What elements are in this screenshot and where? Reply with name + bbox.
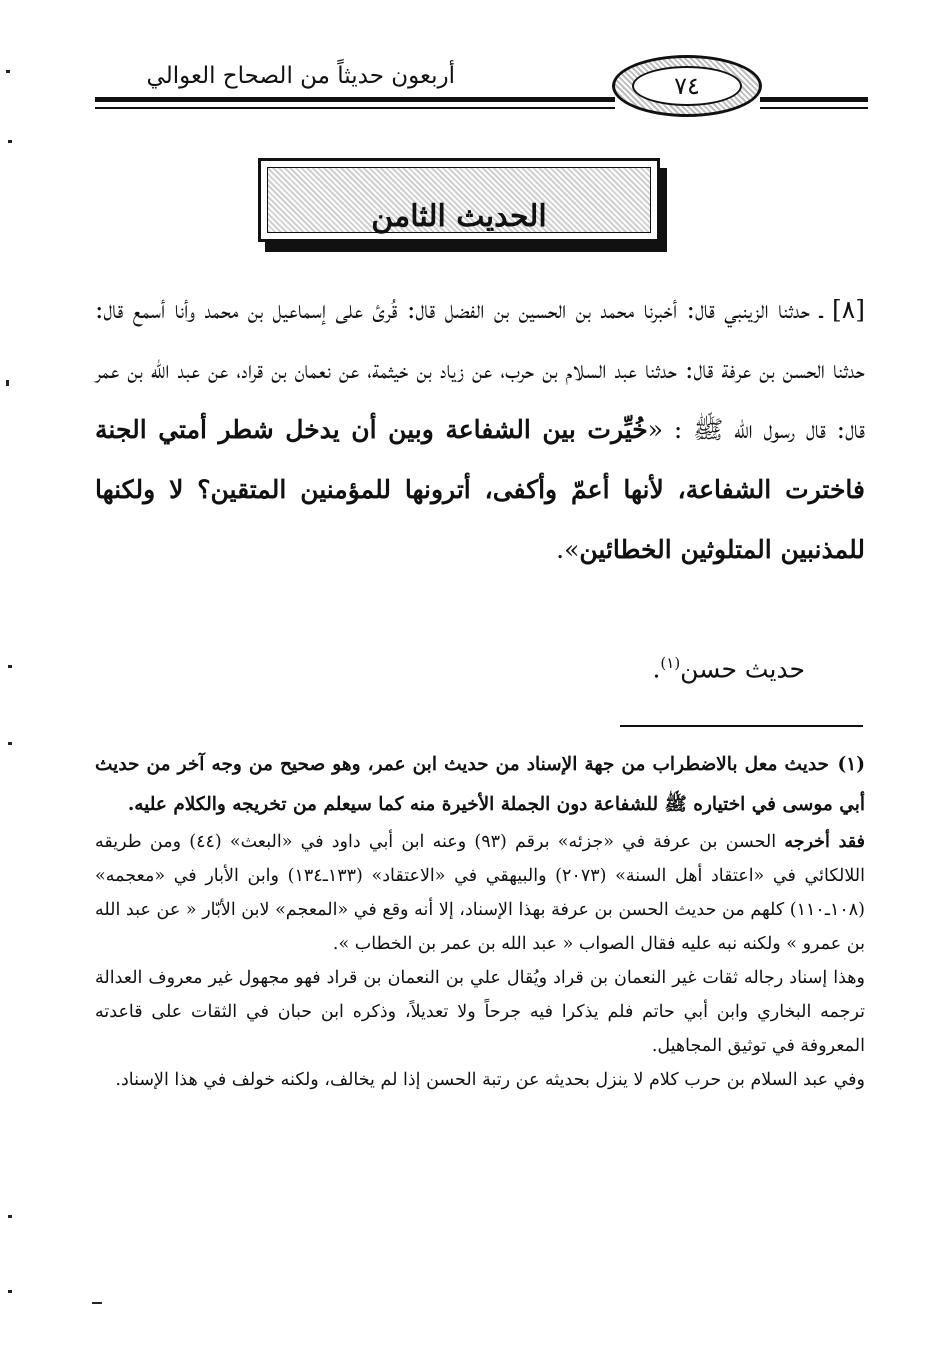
- footnotes: [95, 745, 865, 1097]
- footnote-takhrij: [95, 825, 865, 961]
- hadith-grading: [95, 638, 805, 694]
- footnote-lead-text: حديث معل بالاضطراب من جهة الإسناد من حديث ابن عمر، وهو صحيح من وجه آخر من حديث أبي موسى في اختياره ﷺ للشفاعة دون الجملة الأخيرة منه كما سيعلم من تخريجه والكلام عليه.: [95, 754, 865, 815]
- scan-mark: [8, 742, 12, 745]
- hadith-text: [95, 280, 865, 580]
- page-number: ٧٤: [632, 66, 742, 106]
- chapter-title-box: [258, 158, 660, 242]
- header-rule-thin: [95, 107, 615, 109]
- scan-mark: [8, 140, 12, 143]
- footnote-separator: [620, 725, 863, 727]
- scan-mark: [8, 1290, 12, 1293]
- running-title: أربعون حديثاً من الصحاح العوالي: [146, 63, 455, 89]
- footnote-narrator-note: وفي عبد السلام بن حرب كلام لا ينزل بحديثه عن رتبة الحسن إذا لم يخالف، ولكنه خولف في هذا الإسناد.: [115, 1070, 865, 1090]
- hadith-isnad: [٨] ـ حدثنا الزينبي قال: أخبرنا محمد بن الحسين بن الفضل قال: قُرئ على إسماعيل بن محمد وأنا أسمع قال: حدثنا الحسن بن عرفة قال: حدثنا عبد السلام بن حرب، عن زياد بن خيثمة، عن نعمان بن قراد، عن عبد الله بن عمر قال: قال رسول الله ﷺ : «: [95, 295, 865, 444]
- chapter-title: الحديث الثامن: [371, 199, 547, 234]
- scan-mark: [8, 665, 12, 668]
- header-rule-thick-right: [760, 97, 868, 102]
- scan-mark: [92, 1302, 102, 1304]
- header-rule-thin-right: [760, 107, 868, 109]
- grading-end: .: [652, 654, 661, 684]
- hadith-matn: خُيِّرت بين الشفاعة وبين أن يدخل شطر أمتي الجنة فاخترت الشفاعة، لأنها أعمّ وأكفى، أترونها للمؤمنين المتقين؟ لا ولكنها للمذنبين المتلوثين الخطائين: [95, 415, 865, 564]
- footnote-takhrij-lead: فقد أخرجه: [784, 832, 865, 852]
- scan-mark: [8, 1215, 12, 1218]
- footnote-lead: [95, 745, 865, 825]
- footnote-isnad-note: وهذا إسناد رجاله ثقات غير النعمان بن قراد ويُقال علي بن النعمان بن قراد فهو مجهول غير معروف العدالة ترجمه البخاري وابن أبي حاتم فلم يذكرا فيه جرحاً ولا تعديلاً، وذكره ابن حبان في الثقات على قاعدته المعروفة في توثيق المجاهيل.: [95, 968, 865, 1056]
- hadith-matn-close: ».: [556, 535, 580, 564]
- scan-mark: [6, 380, 9, 386]
- footnote-takhrij-text: الحسن بن عرفة في «جزئه» برقم (٩٣) وعنه ابن أبي داود في «البعث» (٤٤) ومن طريقه اللالكائي في «اعتقاد أهل السنة» (٢٠٧٣) والبيهقي في «الاعتقاد» (١٣٣ـ١٣٤) وابن الأبار في «معجمه» (١٠٨ـ١١٠) كلهم من حديث الحسن بن عرفة بهذا الإسناد، إلا أنه وقع في «المعجم» لابن الأبّار « عن عبد الله بن عمرو » ولكنه نبه عليه فقال الصواب « عبد الله بن عمر بن الخطاب ».: [95, 832, 865, 954]
- grading-text: حديث حسن: [680, 654, 805, 684]
- hadith-paragraph: [95, 280, 865, 580]
- header-rule-thick: [95, 97, 615, 102]
- footnote-reference: (١): [660, 654, 681, 672]
- footnote-number: (١): [837, 754, 865, 775]
- scan-mark: [6, 70, 10, 73]
